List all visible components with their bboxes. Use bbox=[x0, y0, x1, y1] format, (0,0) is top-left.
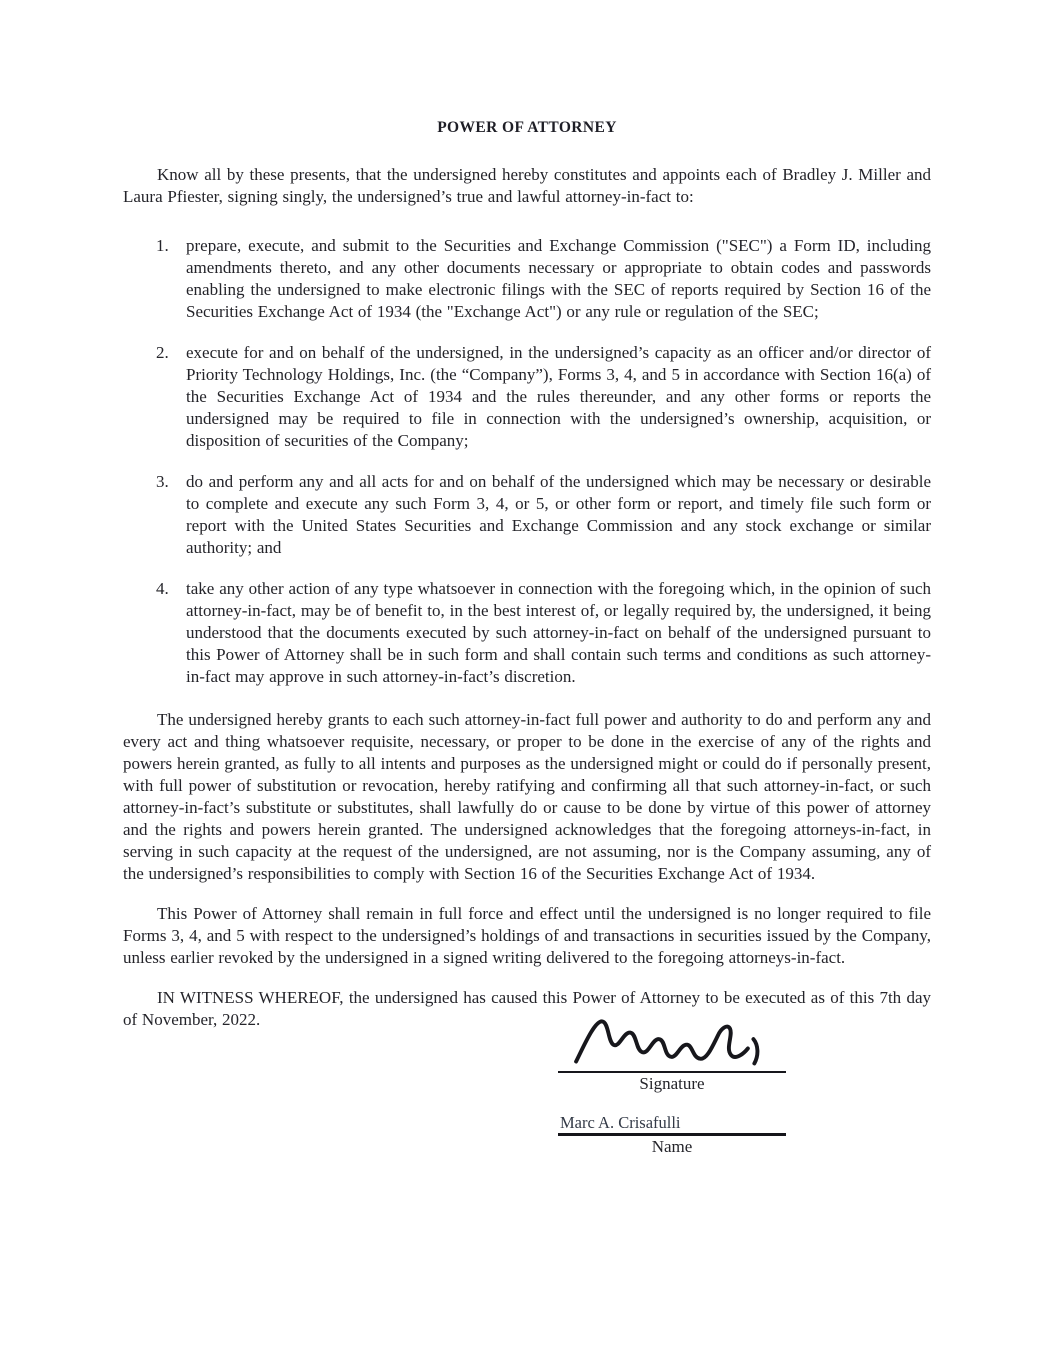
signature-scribble bbox=[566, 1013, 771, 1069]
item-number: 4. bbox=[156, 579, 169, 598]
item-number: 1. bbox=[156, 236, 169, 255]
document-title: POWER OF ATTORNEY bbox=[437, 119, 617, 136]
item-text: do and perform any and all acts for and on behalf of the undersigned which may be necessary or desirable to complete and execute any such Form 3, 4, or 5, or other form or report, and timely file such form or report with the United States Securities and Exchange Commission and any stock exchange or similar authority; and bbox=[186, 472, 931, 557]
list-item bbox=[156, 342, 931, 452]
signature-block bbox=[558, 1023, 786, 1158]
item-text: take any other action of any type whatsoever in connection with the foregoing which, in the opinion of such attorney-in-fact, may be of benefit to, in the best interest of, or legally required by, the undersigned, it being understood that the documents executed by such attorney-in-fact on behalf of the undersigned pursuant to this Power of Attorney shall be in such form and shall contain such terms and conditions as such attorney-in-fact may approve in such attorney-in-fact’s discretion. bbox=[186, 579, 931, 686]
signature-field bbox=[558, 1023, 786, 1073]
witness-paragraph: IN WITNESS WHEREOF, the undersigned has caused this Power of Attorney to be executed as of this 7th day of November, 2022. bbox=[123, 988, 931, 1029]
signer-name: Marc A. Crisafulli bbox=[560, 1113, 681, 1132]
opening-paragraph: Know all by these presents, that the undersigned hereby constitutes and appoints each of Bradley J. Miller and Laura Pfiester, signing singly, the undersigned’s true and lawful attorney-in-fact to: bbox=[123, 165, 931, 206]
list-item bbox=[156, 578, 931, 688]
item-text: execute for and on behalf of the undersigned, in the undersigned’s capacity as an officer and/or director of Priority Technology Holdings, Inc. (the “Company”), Forms 3, 4, and 5 in accordance with Section 16(a) of the Securities Exchange Act of 1934 and the rules thereunder, and any other forms or reports the undersigned may be required to file in connection with the undersigned’s ownership, acquisition, or disposition of securities of the Company; bbox=[186, 343, 931, 450]
name-field bbox=[558, 1109, 786, 1136]
name-label: Name bbox=[651, 1137, 693, 1156]
list-item bbox=[156, 235, 931, 323]
signature-label: Signature bbox=[639, 1074, 705, 1093]
item-text: prepare, execute, and submit to the Securities and Exchange Commission ("SEC") a Form ID, including amendments thereto, and any other documents necessary or appropriate to obtain codes and passwords enabling the undersigned to make electronic filings with the SEC of reports required by Section 16 of the Securities Exchange Act of 1934 (the "Exchange Act") or any rule or regulation of the SEC; bbox=[186, 236, 931, 321]
item-number: 2. bbox=[156, 343, 169, 362]
numbered-list bbox=[123, 235, 931, 688]
item-number: 3. bbox=[156, 472, 169, 491]
signature-stroke bbox=[576, 1021, 757, 1063]
grant-paragraph: The undersigned hereby grants to each such attorney-in-fact full power and authority to do and perform any and every act and thing whatsoever requisite, necessary, or proper to be done in the exercise of any of the rights and powers herein granted, as fully to all intents and purposes as the undersigned might or could do if personally present, with full power of substitution or revocation, hereby ratifying and confirming all that such attorney-in-fact, or such attorney-in-fact’s substitute or substitutes, shall lawfully do or cause to be done by virtue of this power of attorney and the rights and powers herein granted. The undersigned acknowledges that the foregoing attorneys-in-fact, in serving in such capacity at the request of the undersigned, are not assuming, nor is the Company assuming, any of the undersigned’s responsibilities to comply with Section 16 of the Securities Exchange Act of 1934. bbox=[123, 710, 931, 883]
list-item bbox=[156, 471, 931, 559]
duration-paragraph: This Power of Attorney shall remain in full force and effect until the undersigned is no longer required to file Forms 3, 4, and 5 with respect to the undersigned’s holdings of and transactions in securities issued by the Company, unless earlier revoked by the undersigned in a signed writing delivered to the foregoing attorneys-in-fact. bbox=[123, 904, 931, 967]
